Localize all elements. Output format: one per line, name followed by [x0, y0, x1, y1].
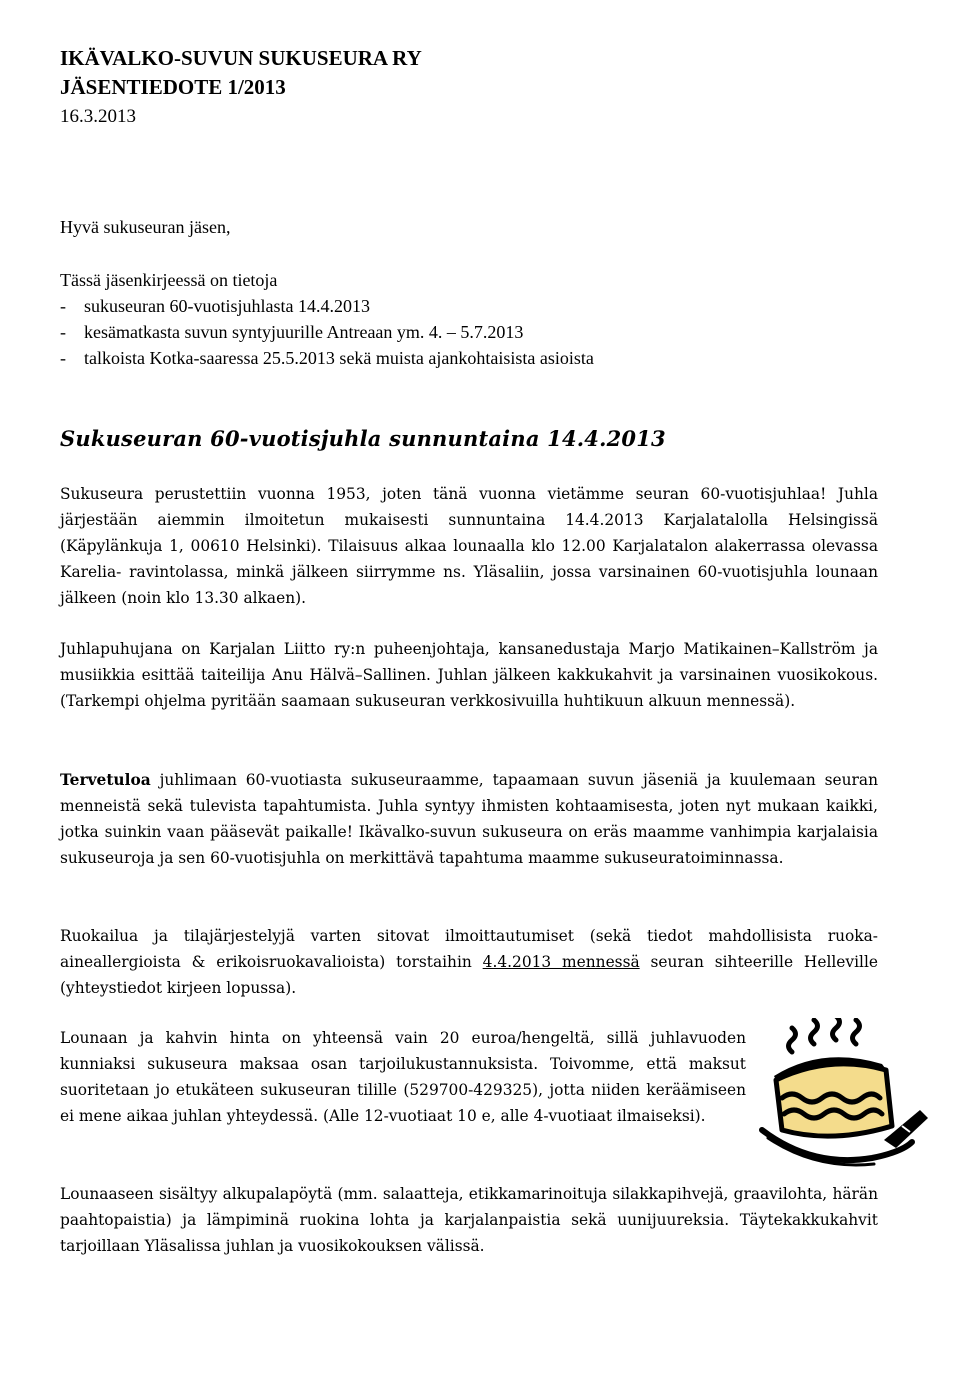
- document-header: [60, 44, 422, 131]
- paragraph-juhla-info: Sukuseura perustettiin vuonna 1953, joten tänä vuonna vietämme seuran 60-vuotisjuhlaa! Juhla järjestään aiemmin ilmoitetun mukaisesti sunnuntaina 14.4.2013 Karjalatalolla Helsingissä (Käpylänkuja 1, 00610 Helsinki). Tilaisuus alkaa lounaalla klo 12.00 Karjalatalon alakerrassa olevassa Karelia- ravintolassa, minkä jälkeen siirrymme ns. Yläsaliin, jossa varsinainen 60-vuotisjuhla lounaan jälkeen (noin klo 13.30 alkaen).: [60, 485, 878, 607]
- intro-list: [60, 267, 594, 371]
- birthday-cake-icon: [752, 1018, 932, 1176]
- intro-item: - kesämatkasta suvun syntyjuurille Antreaan ym. 4. – 5.7.2013: [60, 322, 524, 342]
- org-name: IKÄVALKO-SUVUN SUKUSEURA RY: [60, 46, 422, 70]
- bulletin-date: 16.3.2013: [60, 106, 136, 127]
- section-title: Sukuseuran 60-vuotisjuhla sunnuntaina 14.4.2013: [60, 426, 666, 451]
- bulletin-title: JÄSENTIEDOTE 1/2013: [60, 75, 286, 99]
- intro-item: - sukuseuran 60-vuotisjuhlasta 14.4.2013: [60, 296, 370, 316]
- paragraph-registration: Ruokailua ja tilajärjestelyjä varten sitovat ilmoittautumiset (sekä tiedot mahdollisista ruoka-aineallergioista & erikoisruokavalioista) torstaihin 4.4.2013 mennessä seuran sihteerille Helleville (yhteystiedot kirjeen lopussa).: [60, 927, 878, 997]
- registration-deadline: 4.4.2013 mennessä: [482, 953, 640, 971]
- greeting: Hyvä sukuseuran jäsen,: [60, 217, 231, 237]
- paragraph-welcome: Tervetuloa juhlimaan 60-vuotiasta sukuseuraamme, tapaamaan suvun jäseniä ja kuulemaan seuran menneistä sekä tulevista tapahtumista. Juhla syntyy ihmisten kohtaamisesta, joten nyt mukaan kaikki, jotka suinkin vaan pääsevät paikalle! Ikävalko-suvun sukuseura on eräs maamme vanhimpia karjalaisia sukuseuroja ja sen 60-vuotisjuhla on merkittävä tapahtuma maamme sukuseuratoiminnassa.: [60, 771, 878, 867]
- intro-item: - talkoista Kotka-saaressa 25.5.2013 sekä muista ajankohtaisista asioista: [60, 348, 594, 368]
- intro-lead: Tässä jäsenkirjeessä on tietoja: [60, 270, 278, 290]
- paragraph-program: Juhlapuhujana on Karjalan Liitto ry:n puheenjohtaja, kansanedustaja Marjo Matikainen–Kallström ja musiikkia esittää taiteilija Anu Hälvä–Sallinen. Juhlan jälkeen kakkukahvit ja varsinainen vuosikokous. (Tarkempi ohjelma pyritään saamaan sukuseuran verkkosivuilla huhtikuun alkuun mennessä).: [60, 640, 878, 710]
- welcome-bold: Tervetuloa: [60, 771, 151, 789]
- paragraph-menu: Lounaaseen sisältyy alkupalapöytä (mm. salaatteja, etikkamarinoituja silakkapihvejä, graavilohta, härän paahtopaistia) ja lämpiminä ruokina lohta ja karjalanpaistia sekä uunijuureksia. Täytekakkukahvit tarjoillaan Yläsalissa juhlan ja vuosikokouksen välissä.: [60, 1185, 878, 1255]
- paragraph-price: Lounaan ja kahvin hinta on yhteensä vain 20 euroa/hengeltä, sillä juhlavuoden kunniaksi sukuseura maksaa osan tarjoilukustannuksista. Toivomme, että maksut suoritetaan jo etukäteen sukuseuran tilille (529700-429325), jotta niiden keräämiseen ei mene aikaa juhlan yhteydessä. (Alle 12-vuotiaat 10 e, alle 4-vuotiaat ilmaiseksi).: [60, 1029, 746, 1125]
